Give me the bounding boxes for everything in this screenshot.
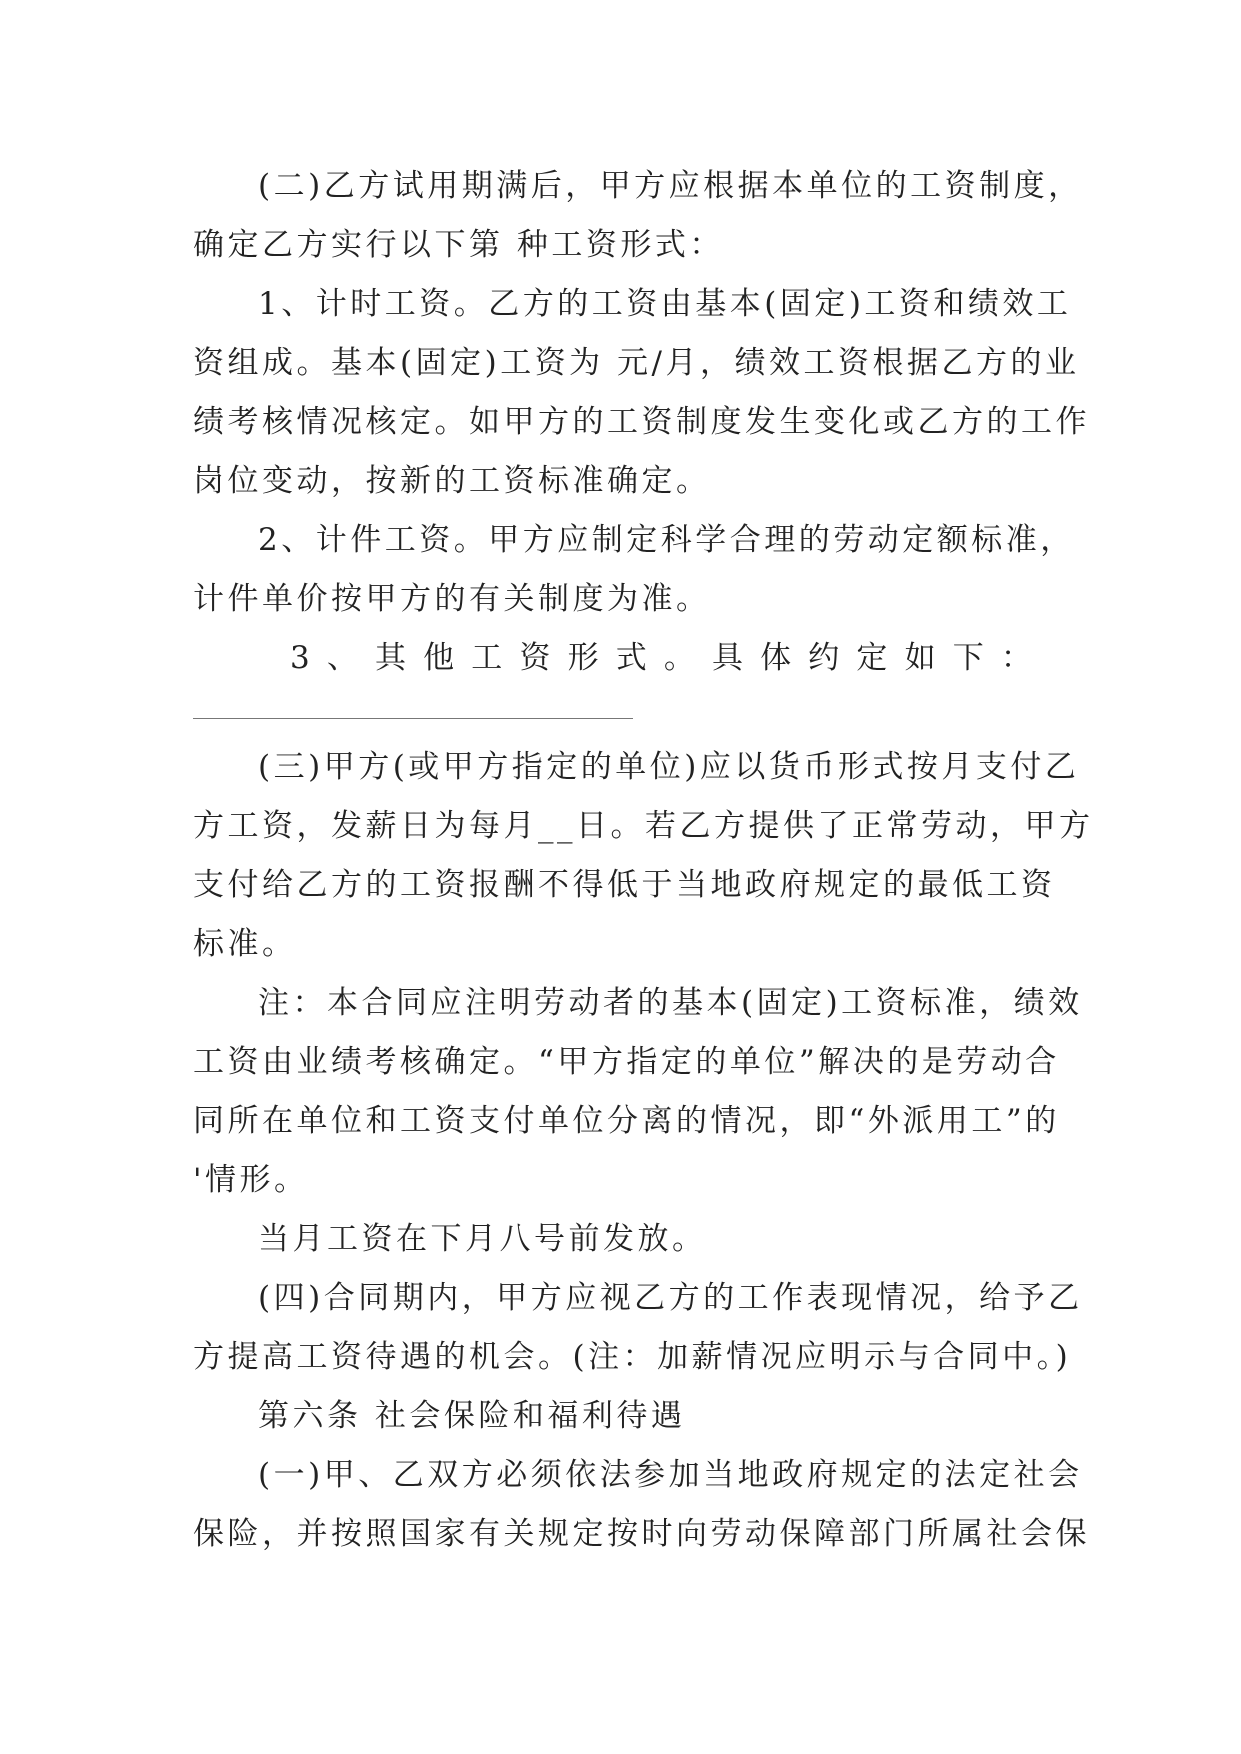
char: 如 — [904, 640, 936, 676]
paragraph-line: 工资由业绩考核确定。“甲方指定的单位”解决的是劳动合 — [193, 1044, 1060, 1080]
paragraph-line: 计件单价按甲方的有关制度为准。 — [193, 581, 711, 617]
paragraph-line: 资组成。基本(固定)工资为 元/月，绩效工资根据乙方的业 — [193, 345, 1080, 381]
paragraph-line: 当月工资在下月八号前发放。 — [258, 1221, 707, 1257]
paragraph-line: 注：本合同应注明劳动者的基本(固定)工资标准，绩效 — [258, 985, 1083, 1021]
char: 下 — [952, 640, 984, 676]
char: 他 — [423, 640, 455, 676]
char: 约 — [808, 640, 840, 676]
char: 资 — [519, 640, 551, 676]
paragraph-line: 岗位变动，按新的工资标准确定。 — [193, 463, 711, 499]
paragraph-line: 1、计时工资。乙方的工资由基本(固定)工资和绩效工 — [258, 286, 1072, 322]
section-heading: 第六条 社会保险和福利待遇 — [258, 1398, 686, 1434]
char: 。 — [663, 640, 695, 676]
paragraph-line: 方提高工资待遇的机会。(注：加薪情况应明示与合同中。) — [193, 1339, 1072, 1375]
paragraph-line: 同所在单位和工资支付单位分离的情况，即“外派用工”的 — [193, 1103, 1060, 1139]
char: 工 — [471, 640, 503, 676]
char: 其 — [375, 640, 407, 676]
paragraph-line: 方工资，发薪日为每月__日。若乙方提供了正常劳动，甲方 — [193, 808, 1094, 844]
char: 3 — [290, 640, 310, 676]
char: 体 — [760, 640, 792, 676]
paragraph-line: 支付给乙方的工资报酬不得低于当地政府规定的最低工资 — [193, 867, 1056, 903]
paragraph-line: 确定乙方实行以下第 种工资形式： — [193, 227, 724, 263]
char: ： — [1000, 640, 1032, 676]
paragraph-line: (一)甲、乙双方必须依法参加当地政府规定的法定社会 — [258, 1457, 1083, 1493]
paragraph-line: (二)乙方试用期满后，甲方应根据本单位的工资制度， — [258, 168, 1083, 204]
justified-line — [290, 638, 1032, 678]
char: 定 — [856, 640, 888, 676]
paragraph-line: 保险，并按照国家有关规定按时向劳动保障部门所属社会保 — [193, 1516, 1090, 1552]
paragraph-line: 标准。 — [193, 926, 297, 962]
blank-underline — [193, 718, 633, 719]
char: 式 — [615, 640, 647, 676]
char: 形 — [567, 640, 599, 676]
paragraph-line: '情形。 — [193, 1162, 309, 1198]
char: 具 — [712, 640, 743, 676]
paragraph-line: (三)甲方(或甲方指定的单位)应以货币形式按月支付乙 — [258, 749, 1080, 785]
paragraph-line: (四)合同期内，甲方应视乙方的工作表现情况，给予乙 — [258, 1280, 1083, 1316]
paragraph-line: 2、计件工资。甲方应制定科学合理的劳动定额标准， — [258, 522, 1075, 558]
char: 、 — [326, 640, 358, 676]
paragraph-line: 绩考核情况核定。如甲方的工资制度发生变化或乙方的工作 — [193, 404, 1090, 440]
